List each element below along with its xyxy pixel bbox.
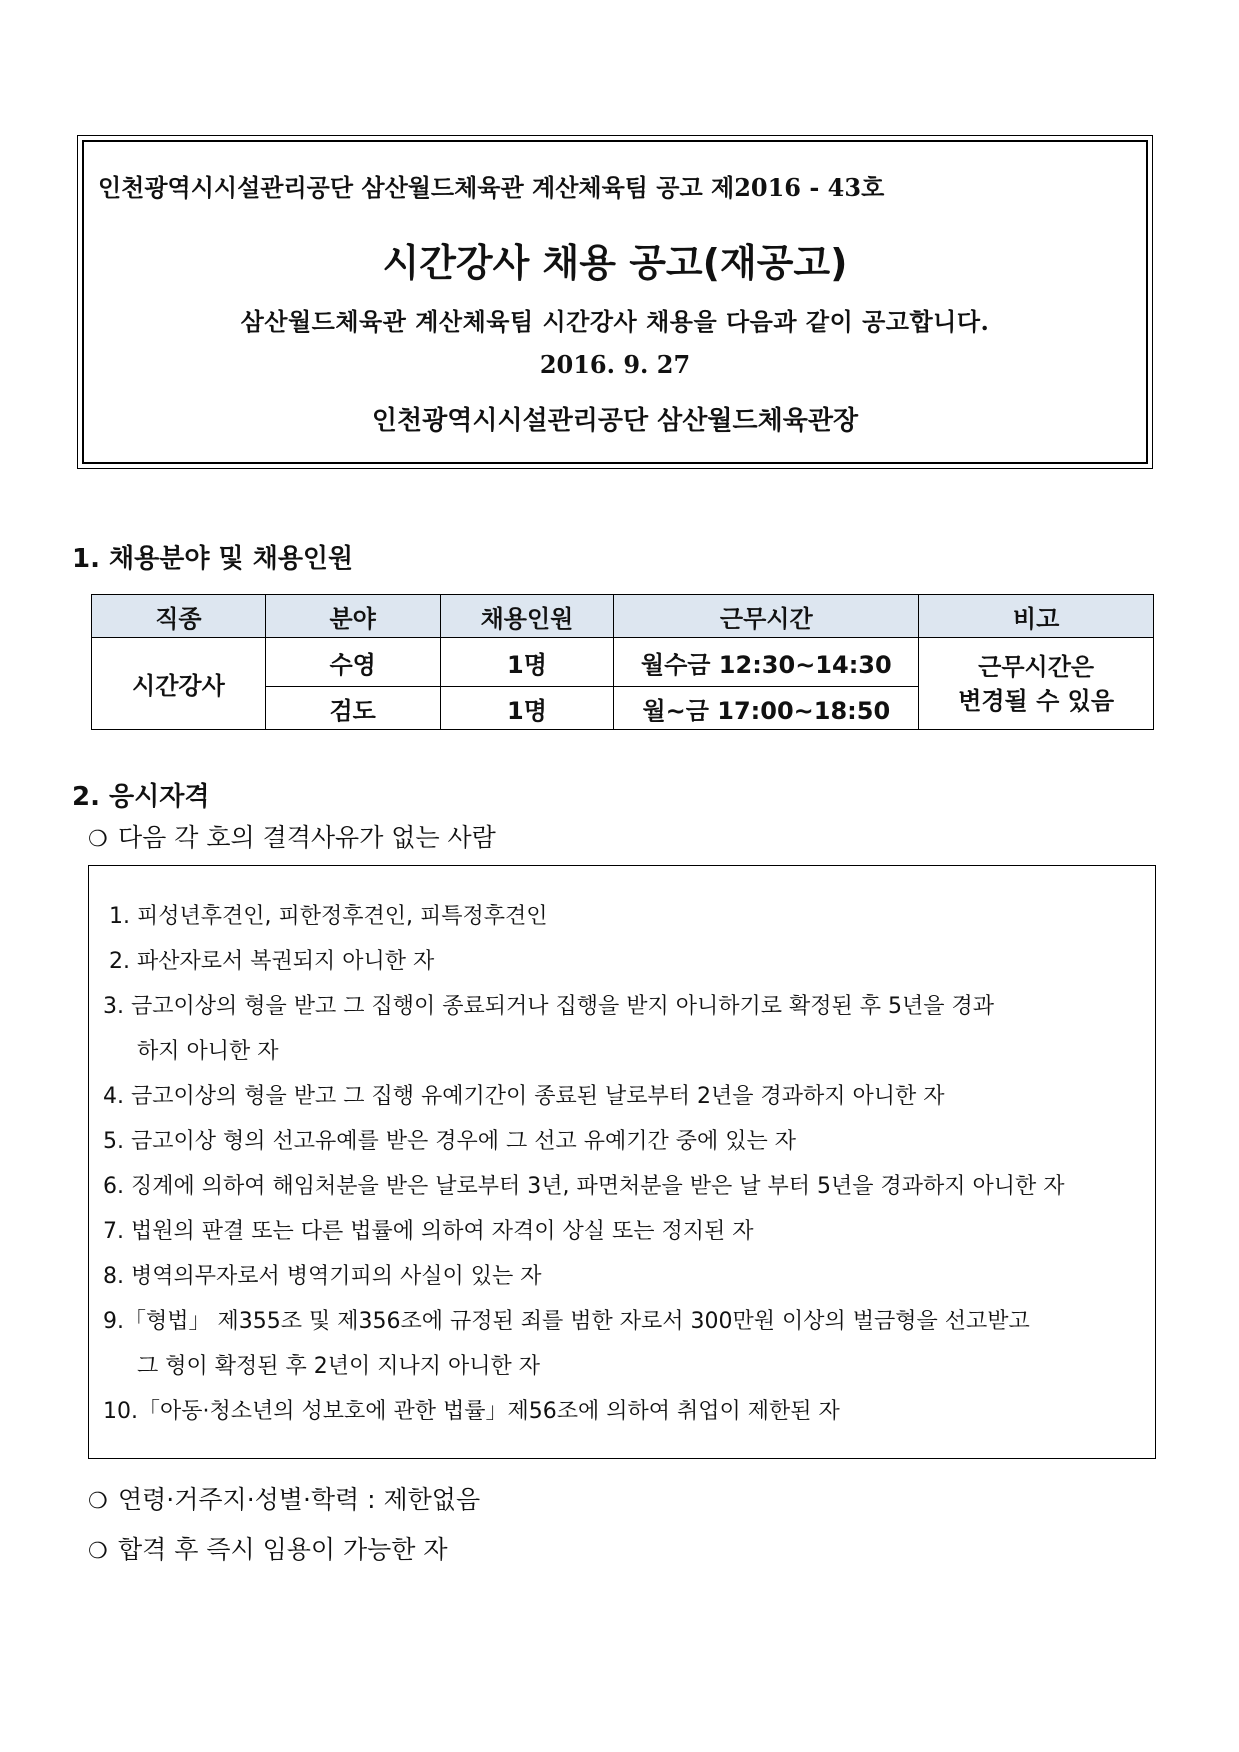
field-cell: 검도 (265, 687, 440, 730)
notice-header-inner-border (82, 140, 1148, 464)
section1-title: 1. 채용분야 및 채용인원 (72, 544, 354, 574)
page-title: 시간강사 채용 공고(재공고) (382, 241, 848, 285)
circle-bullet-icon: ❍ (88, 1489, 108, 1514)
list-item: 2. 파산자로서 복권되지 아니한 자 (109, 949, 435, 974)
qualification-extra-2 (88, 1530, 448, 1566)
circle-bullet-icon: ❍ (88, 1539, 108, 1564)
list-item: 8. 병역의무자로서 병역기피의 사실이 있는 자 (103, 1264, 542, 1289)
section2-title: 2. 응시자격 (72, 782, 210, 812)
qualification-intro-text: 다음 각 호의 결격사유가 없는 사람 (118, 823, 496, 852)
note-line: 변경될 수 있음 (958, 686, 1115, 715)
circle-bullet-icon: ❍ (88, 827, 108, 852)
qualification-extra-1-text: 연령·거주지·성별·학력 : 제한없음 (118, 1485, 481, 1514)
notice-header-box (77, 135, 1153, 469)
qualification-intro (88, 818, 496, 854)
table-header-row (92, 595, 1154, 638)
list-item: 그 형이 확정된 후 2년이 지나지 아니한 자 (137, 1354, 540, 1379)
list-item: 1. 피성년후견인, 피한정후견인, 피특정후견인 (109, 904, 548, 929)
table-header-cell: 분야 (265, 595, 440, 638)
note-line: 근무시간은 (978, 652, 1095, 681)
job-type-cell: 시간강사 (92, 638, 266, 730)
disqualification-box (88, 865, 1156, 1459)
qualification-extra-2-text: 합격 후 즉시 임용이 가능한 자 (118, 1535, 448, 1564)
hours-cell: 월~금 17:00~18:50 (614, 687, 919, 730)
hours-cell: 월수금 12:30~14:30 (614, 638, 919, 687)
list-item: 7. 법원의 판결 또는 다른 법률에 의하여 자격이 상실 또는 정지된 자 (103, 1219, 754, 1244)
notice-number: 인천광역시시설관리공단 삼산월드체육관 계산체육팀 공고 제2016 - 43호 (98, 173, 885, 202)
list-item: 4. 금고이상의 형을 받고 그 집행 유예기간이 종료된 날로부터 2년을 경과하지 아니한 자 (103, 1084, 945, 1109)
list-item: 10.「아동·청소년의 성보호에 관한 법률」제56조에 의하여 취업이 제한된 자 (103, 1399, 840, 1424)
qualification-extra-1 (88, 1480, 480, 1516)
notice-date: 2016. 9. 27 (539, 350, 691, 379)
list-item: 5. 금고이상 형의 선고유예를 받은 경우에 그 선고 유예기간 중에 있는 자 (103, 1129, 796, 1154)
recruitment-table (91, 594, 1154, 730)
count-cell: 1명 (440, 638, 614, 687)
list-item: 9.「형법」 제355조 및 제356조에 규정된 죄를 범한 자로서 300만원 이상의 벌금형을 선고받고 (103, 1309, 1030, 1334)
notice-organization: 인천광역시시설관리공단 삼산월드체육관장 (371, 406, 859, 436)
table-header-cell: 채용인원 (440, 595, 614, 638)
table-header-cell: 비고 (919, 595, 1154, 638)
note-cell (919, 638, 1154, 730)
notice-subtitle: 삼산월드체육관 계산체육팀 시간강사 채용을 다음과 같이 공고합니다. (240, 307, 990, 336)
table-row (92, 638, 1154, 687)
field-cell: 수영 (265, 638, 440, 687)
list-item: 6. 징계에 의하여 해임처분을 받은 날로부터 3년, 파면처분을 받은 날 부터 5년을 경과하지 아니한 자 (103, 1174, 1065, 1199)
list-item: 3. 금고이상의 형을 받고 그 집행이 종료되거나 집행을 받지 아니하기로 확정된 후 5년을 경과 (103, 994, 994, 1019)
count-cell: 1명 (440, 687, 614, 730)
table-header-cell: 근무시간 (614, 595, 919, 638)
table-header-cell: 직종 (92, 595, 266, 638)
list-item: 하지 아니한 자 (137, 1039, 279, 1064)
